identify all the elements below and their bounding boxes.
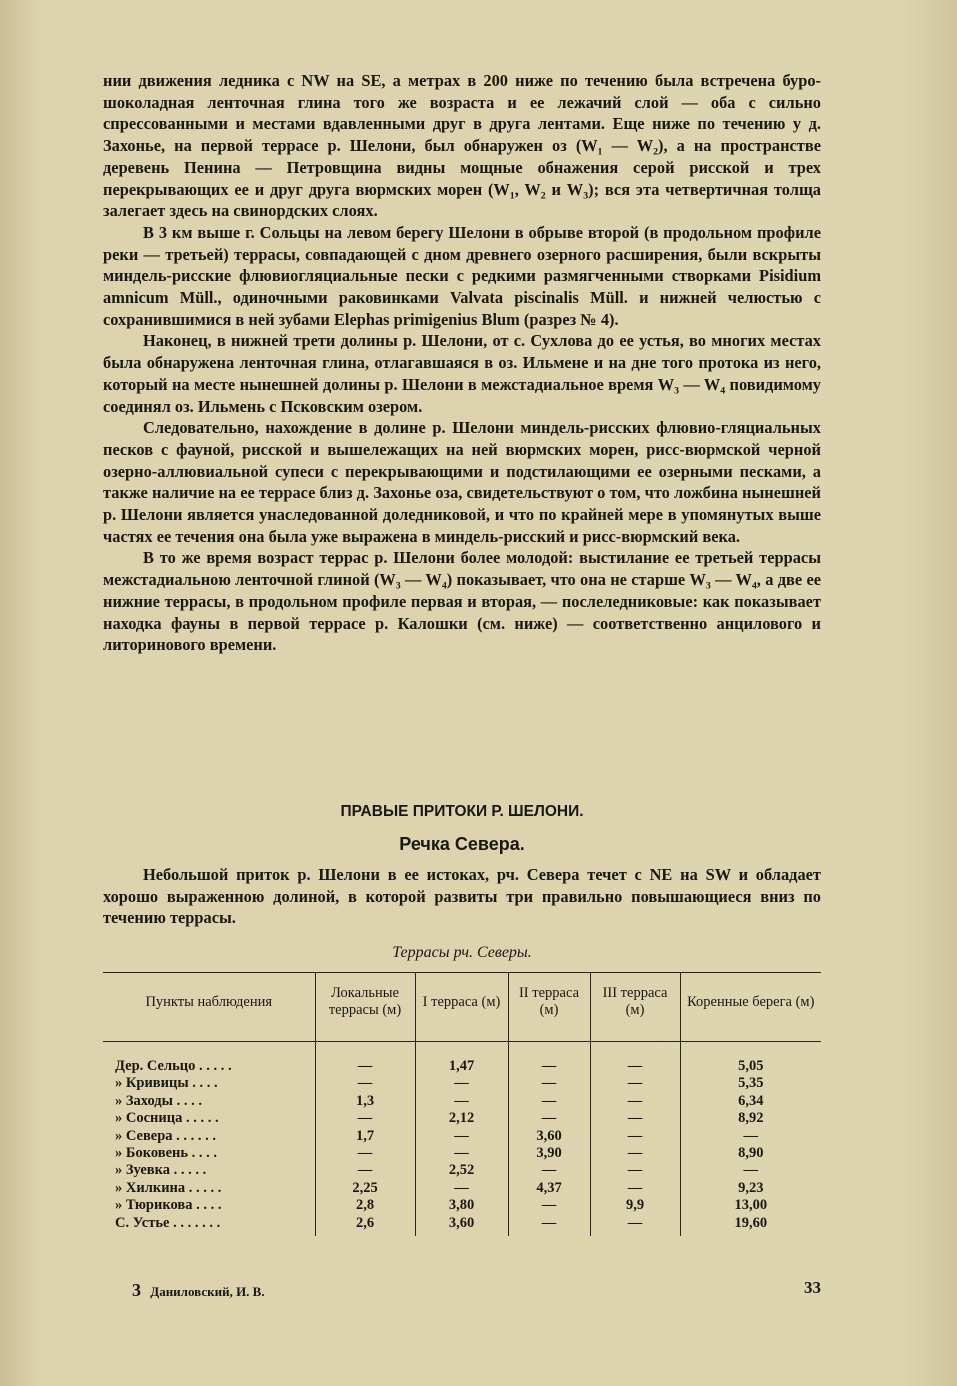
column-header: Пункты наблюдения [103,973,315,1042]
footer-author: Даниловский, И. В. [150,1284,265,1299]
table-cell: — [590,1128,680,1145]
table-cell: 4,37 [508,1180,590,1197]
table-cell: 2,6 [315,1215,415,1236]
table-cell: 9,9 [590,1197,680,1214]
table-cell: 3,80 [415,1197,508,1214]
table-cell: — [315,1058,415,1075]
table-row [103,1215,821,1236]
table-cell: 8,90 [680,1145,821,1162]
table-cell: — [508,1093,590,1110]
footer-signature [132,1280,265,1301]
table-cell: » Хилкина . . . . . [115,1179,222,1196]
table-cell: — [590,1075,680,1092]
paragraph: В то же время возраст террас р. Шелони более молодой: выстилание ее третьей террасы межстадиальною ленточной глиной (W₃ — W₄) показывает, что она не старше W₃ — W₄, а две ее нижние террасы, в продольном профиле первая и вторая, — послеледниковые: как показывает находка фауны в первой террасе р. Калошки (см. ниже) — соответственно анцилового и литоринового времени. [103,548,821,655]
table-cell: » Кривицы . . . . [115,1075,218,1092]
table-cell: Дер. Сельцо . . . . . [115,1058,232,1074]
table-cell: 8,92 [680,1110,821,1127]
table-cell: — [590,1215,680,1236]
table-caption: Террасы рч. Северы. [392,944,532,961]
table-row [103,1128,821,1145]
column-header: III терраса (м) [590,973,680,1042]
table-cell: — [508,1197,590,1214]
column-header: II терраса (м) [508,973,590,1042]
table-cell: 6,34 [680,1093,821,1110]
table-cell: 9,23 [680,1180,821,1197]
table-row [103,1162,821,1179]
table-cell: — [315,1110,415,1127]
table-cell: » Тюрикова . . . . [115,1197,222,1214]
table-cell: 2,25 [315,1180,415,1197]
paragraph: Небольшой приток р. Шелони в ее истоках, рч. Севера течет с NE на SW и обладает хорошо выраженною долиной, в которой развиты три правильно повышающиеся вниз по течению террасы. [103,865,821,928]
table-cell: 3,60 [508,1128,590,1145]
terraces-table [103,972,821,1236]
table-cell: — [415,1145,508,1162]
paragraph: Наконец, в нижней трети долины р. Шелони, от с. Сухлова до ее устья, во многих местах была обнаружена ленточная глина, отлагавшаяся в оз. Ильмене и на дне того протока из него, который на месте нынешней долины р. Шелони в межстадиальное время W₃ — W₄ повидимому соединял оз. Ильмень с Псковским озером. [103,331,821,416]
table-cell: 5,05 [680,1058,821,1075]
table-cell: — [508,1162,590,1179]
table-cell: » Зуевка . . . . . [115,1162,207,1179]
table-row [103,1093,821,1110]
table-cell: » Сосница . . . . . [115,1110,219,1127]
table-cell: — [508,1110,590,1127]
body-text [103,70,821,656]
table-cell: 1,7 [315,1128,415,1145]
table-cell: 2,8 [315,1197,415,1214]
table-cell: 1,47 [415,1058,508,1075]
table-row [103,1075,821,1092]
table-cell: — [508,1215,590,1236]
table-header-row [103,973,821,1042]
table-cell: — [415,1128,508,1145]
table-cell: — [415,1075,508,1092]
table-cell: » Боковень . . . . [115,1145,218,1162]
table-cell: 13,00 [680,1197,821,1214]
paragraph: Следовательно, нахождение в долине р. Шелони миндель-рисских флювио-гляциальных песков с фауной, рисской и вышележащих на ней вюрмских морен, рисс-вюрмской черной озерно-аллювиальной супеси с перекрывающими и подстилающими ее озерными песками, а также наличие на ее террасе близ д. Захонье оза, свидетельствуют о том, что ложбина нынешней р. Шелони является унаследованной доледниковой, и что по крайней мере в упомянутых выше частях ее течения она была уже выражена в миндель-рисский и рисс-вюрмский века. [103,418,821,546]
table-cell: — [315,1075,415,1092]
table-cell: — [315,1145,415,1162]
column-header: Локальные террасы (м) [315,973,415,1042]
table-cell: — [508,1075,590,1092]
table-cell: — [315,1162,415,1179]
table-cell: 1,3 [315,1093,415,1110]
signature-mark: 3 [132,1280,141,1300]
page-number: 33 [804,1278,821,1297]
column-header: Коренные берега (м) [680,973,821,1042]
table-cell: — [415,1180,508,1197]
table-cell: 3,90 [508,1145,590,1162]
table-cell: » Заходы . . . . [115,1092,202,1109]
table-cell: — [590,1058,680,1075]
table-row [103,1197,821,1214]
table-spacer-row [103,1042,821,1059]
table-row [103,1058,821,1075]
table-cell: — [590,1110,680,1127]
table-cell: — [508,1058,590,1075]
section-subheading: Речка Севера. [399,834,525,854]
table-cell: — [680,1128,821,1145]
table-cell: 2,52 [415,1162,508,1179]
table-cell: С. Устье . . . . . . . [115,1214,221,1231]
table-cell: — [415,1093,508,1110]
table-cell: 19,60 [680,1215,821,1236]
table-cell: 3,60 [415,1215,508,1236]
table-cell: — [590,1162,680,1179]
table-cell: — [680,1162,821,1179]
section-heading: ПРАВЫЕ ПРИТОКИ Р. ШЕЛОНИ. [340,803,584,820]
table-row [103,1145,821,1162]
table-cell: » Севера . . . . . . [115,1127,217,1144]
paragraph: нии движения ледника с NW на SE, а метрах в 200 ниже по течению была встречена буро-шоколадная ленточная глина того же возраста и ее лежачий слой — оба с сильно спрессованными и местами вдавленными друг в друга лентами. Еще ниже по течению у д. Захонье, на первой террасе р. Шелони, был обнаружен оз (W₁ — W₂), а на пространстве деревень Пенина — Петровщина видны мощные обнажения серой рисской и трех перекрывающих ее и друг друга вюрмских морен (W₁, W₂ и W₃); вся эта четвертичная толща залегает здесь на свинордских слоях. [103,71,821,221]
table-cell: — [590,1145,680,1162]
table-cell: 2,12 [415,1110,508,1127]
table-row [103,1110,821,1127]
table-cell: — [590,1180,680,1197]
section-body [103,864,821,929]
paragraph: В 3 км выше г. Сольцы на левом берегу Шелони в обрыве второй (в продольном профиле реки — третьей) террасы, совпадающей с дном древнего озерного расширения, были вскрыты миндель-рисские флювиогляциальные пески с редкими размягченными створками Pisidium amnicum Müll., одиночными раковинками Valvata piscinalis Müll. и нижней челюстью с сохранившимися в ней зубами Elephas primigenius Blum (разрез № 4). [103,222,821,329]
table-row [103,1180,821,1197]
table-cell: — [590,1093,680,1110]
column-header: I терраса (м) [415,973,508,1042]
table-cell: 5,35 [680,1075,821,1092]
